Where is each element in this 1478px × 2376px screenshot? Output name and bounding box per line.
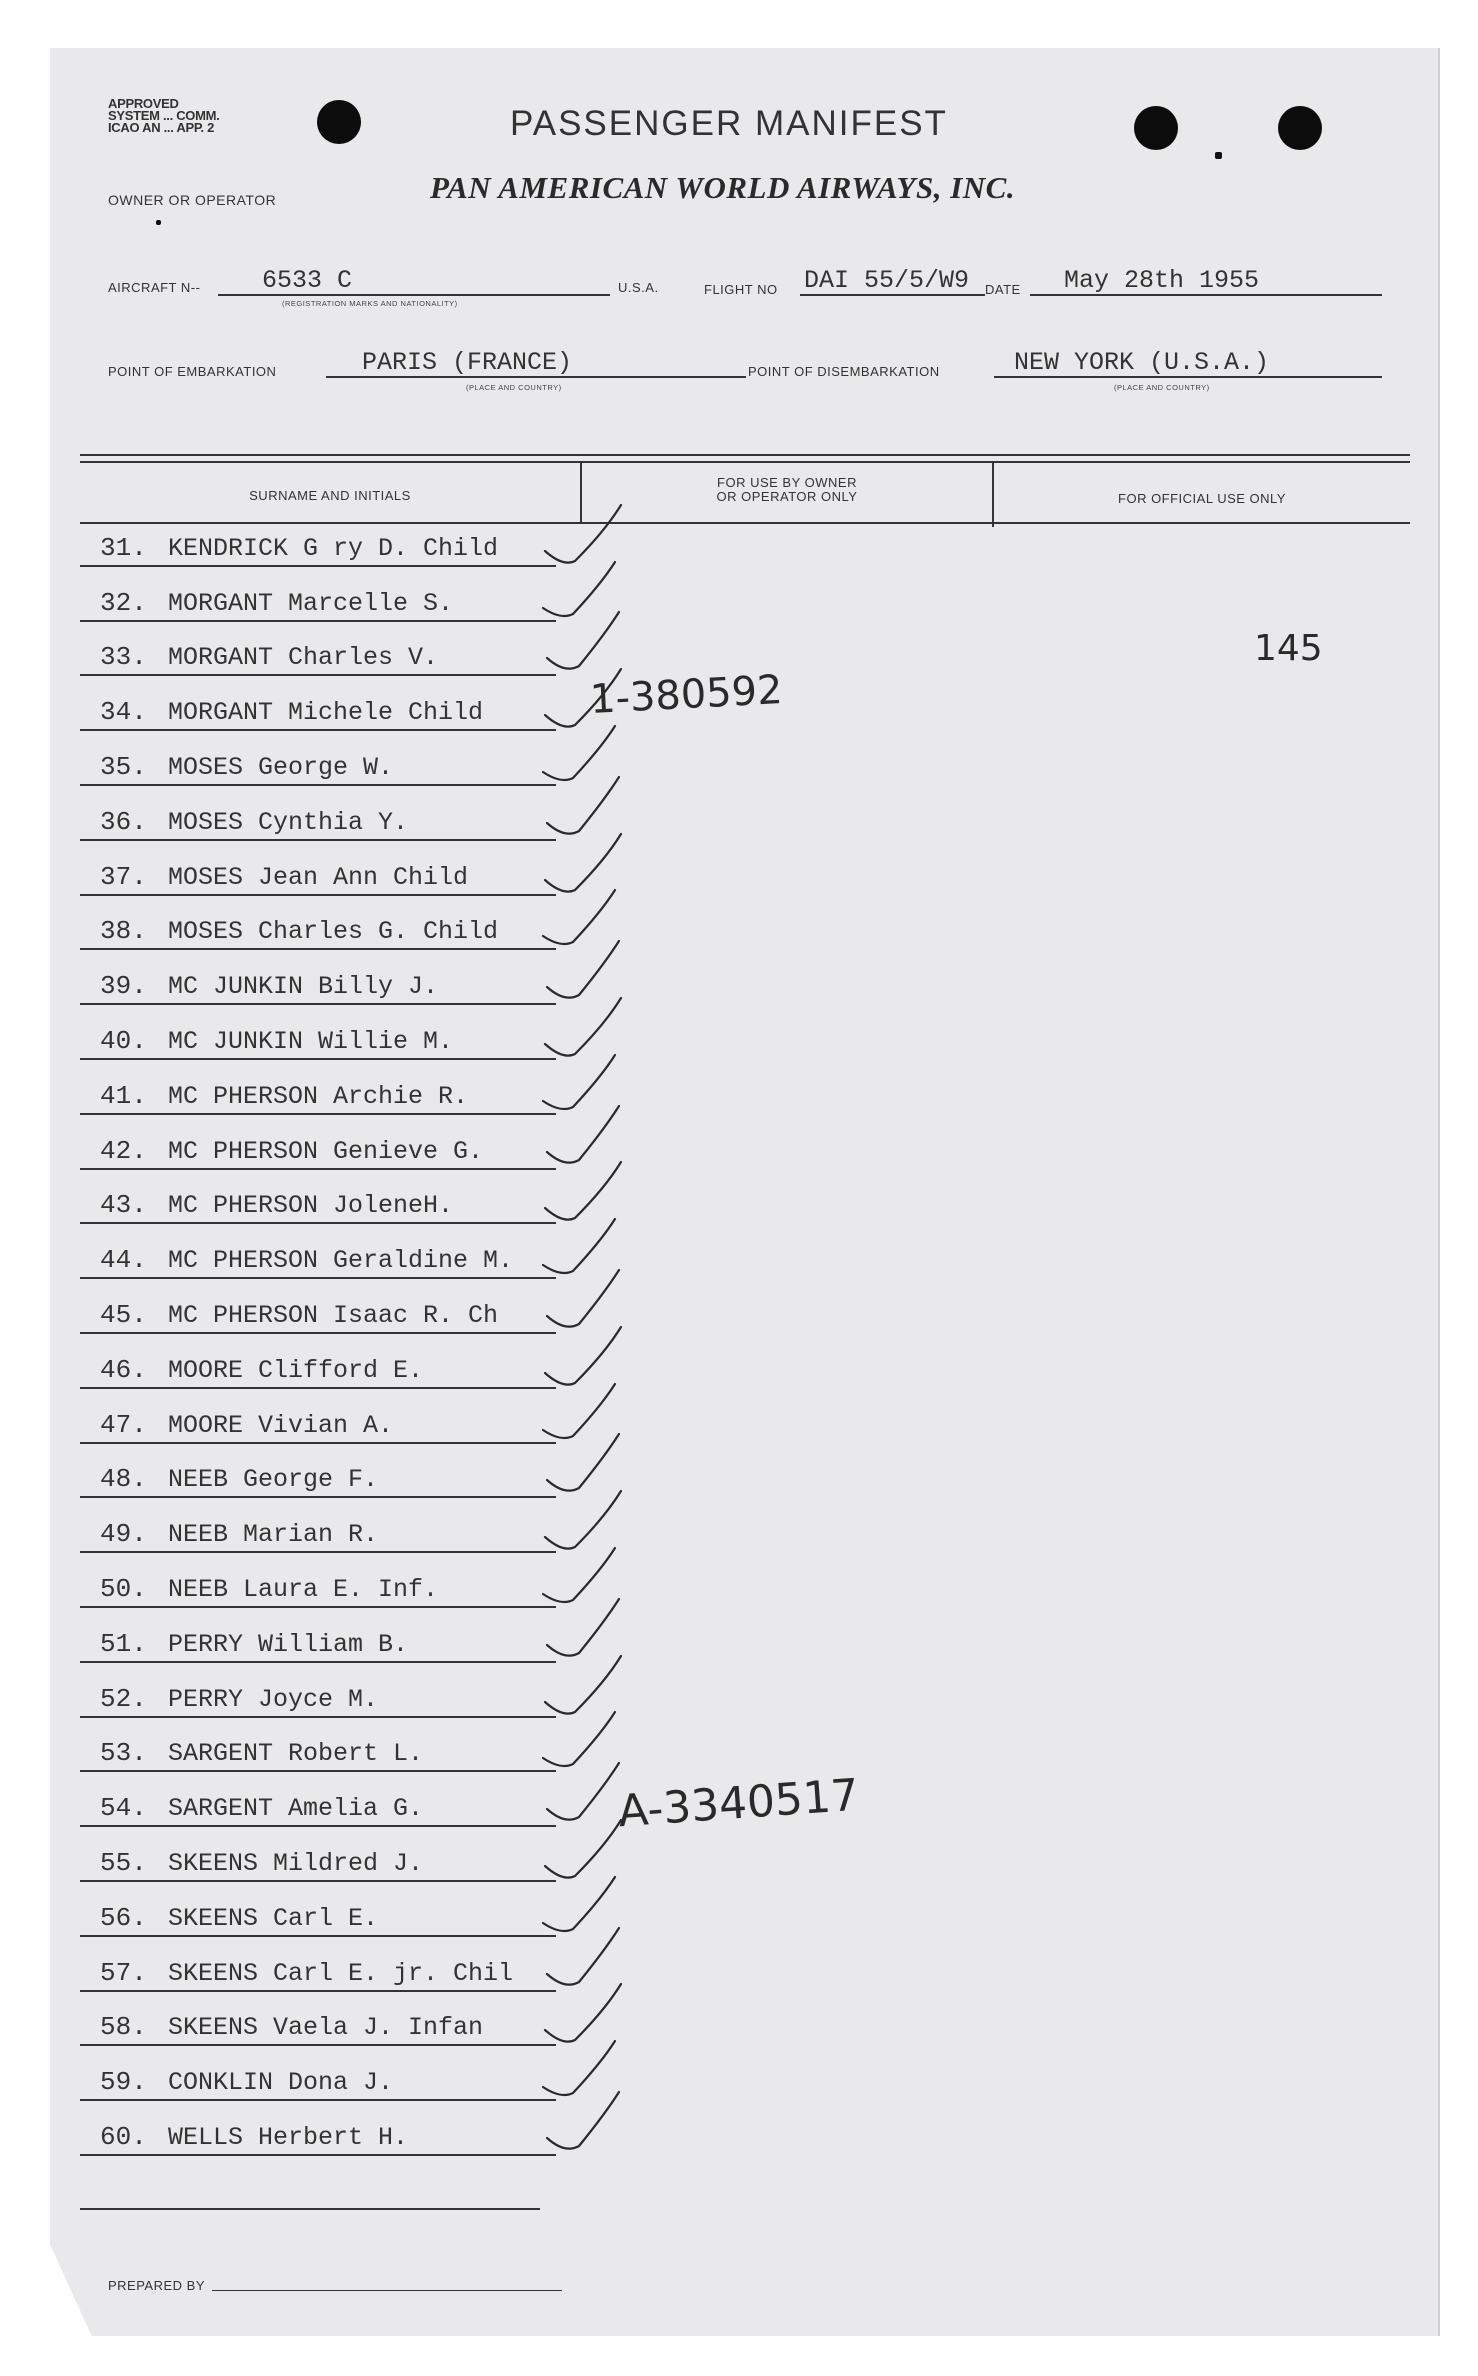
flight-underline <box>800 294 985 296</box>
disembarkation-label: POINT OF DISEMBARKATION <box>748 364 940 379</box>
row-underline <box>80 1990 556 1992</box>
approval-line: ICAO AN ... APP. 2 <box>108 120 215 135</box>
passenger-number: 36. <box>100 806 147 837</box>
official-column-header: FOR OFFICIAL USE ONLY <box>1118 491 1286 506</box>
checkmark-stroke <box>543 890 615 944</box>
flight-label: FLIGHT NO <box>704 282 778 297</box>
passenger-number: 48. <box>100 1464 147 1495</box>
passenger-name: SKEENS Mildred J. <box>168 1848 424 1878</box>
handwritten-note-row-54: A-3340517 <box>616 1769 861 1838</box>
row-underline <box>80 839 556 841</box>
passenger-number: 44. <box>100 1245 147 1276</box>
passenger-number: 35. <box>100 751 147 782</box>
row-underline <box>80 2099 556 2101</box>
checkmark-stroke <box>543 1712 615 1766</box>
checkmark-stroke <box>547 1599 619 1656</box>
row-underline <box>80 1661 556 1663</box>
passenger-number: 41. <box>100 1080 147 1111</box>
aircraft-underline <box>218 294 610 296</box>
embarkation-value: PARIS (FRANCE) <box>362 348 573 377</box>
passenger-row <box>80 2109 640 2164</box>
passenger-number: 32. <box>100 587 147 618</box>
surname-column-header: SURNAME AND INITIALS <box>249 488 411 503</box>
prepared-by-underline <box>212 2290 562 2291</box>
checkmark-stroke <box>543 1384 615 1438</box>
passenger-name: MC PHERSON Isaac R. Ch <box>168 1300 499 1330</box>
passenger-number: 49. <box>100 1519 147 1550</box>
header-rule-top <box>80 454 1410 456</box>
checkmark-stroke <box>543 1219 615 1273</box>
owner-column-header <box>582 476 992 504</box>
checkmark-stroke <box>547 941 619 998</box>
disembarkation-caption: (PLACE AND COUNTRY) <box>1114 383 1210 392</box>
passenger-name: SARGENT Amelia G. <box>168 1794 424 1824</box>
approval-stamp <box>108 98 219 134</box>
passenger-name: MOSES Jean Ann Child <box>168 862 469 892</box>
form-title: PASSENGER MANIFEST <box>510 104 948 143</box>
row-underline <box>80 2154 556 2156</box>
passenger-name: NEEB Laura E. Inf. <box>168 1574 439 1604</box>
date-label: DATE <box>985 282 1021 297</box>
flight-value: DAI 55/5/W9 <box>804 266 970 295</box>
row-underline <box>80 1716 556 1718</box>
page-number-annotation: 145 <box>1254 628 1323 669</box>
disembarkation-value: NEW YORK (U.S.A.) <box>1014 348 1270 377</box>
aircraft-value: 6533 C <box>262 266 353 295</box>
row-underline <box>80 1277 556 1279</box>
row-underline <box>80 1496 556 1498</box>
row-underline <box>80 1387 556 1389</box>
row-underline <box>80 729 556 731</box>
passenger-number: 58. <box>100 2012 147 2043</box>
owner-column-header-line1: FOR USE BY OWNER <box>717 475 857 490</box>
passenger-name: CONKLIN Dona J. <box>168 2068 394 2098</box>
passenger-number: 34. <box>100 697 147 728</box>
passenger-number: 31. <box>100 532 147 563</box>
checkmark-stroke <box>545 1820 621 1878</box>
row-underline <box>80 784 556 786</box>
header-rule-top-2 <box>80 461 1410 463</box>
disembarkation-underline <box>994 376 1382 378</box>
passenger-name: KENDRICK G ry D. Child <box>168 533 499 563</box>
row-underline <box>80 565 556 567</box>
row-underline <box>80 1935 556 1937</box>
passenger-name: SKEENS Vaela J. Infan <box>168 2013 484 2043</box>
row-underline <box>80 1551 556 1553</box>
row-underline <box>80 1003 556 1005</box>
checkmark-stroke <box>543 1877 615 1931</box>
passenger-name: MORGANT Michele Child <box>168 698 484 728</box>
punch-hole-right-1 <box>1134 106 1178 150</box>
checkmark-stroke <box>545 1162 621 1220</box>
usa-label: U.S.A. <box>618 280 659 295</box>
checkmark-stroke <box>543 1548 615 1602</box>
checkmark-stroke <box>545 998 621 1056</box>
row-underline <box>80 1880 556 1882</box>
operator-name: PAN AMERICAN WORLD AIRWAYS, INC. <box>430 170 1016 205</box>
passenger-name: WELLS Herbert H. <box>168 2122 409 2152</box>
passenger-number: 43. <box>100 1190 147 1221</box>
checkmark-stroke <box>543 1055 615 1109</box>
checkmark-stroke <box>545 1656 621 1714</box>
row-underline <box>80 1606 556 1608</box>
row-underline <box>80 1332 556 1334</box>
approval-line: APPROVED <box>108 96 179 111</box>
date-underline <box>1030 294 1382 296</box>
checkmark-stroke <box>543 2041 615 2095</box>
row-underline <box>80 1442 556 1444</box>
passenger-name: MC PHERSON Archie R. <box>168 1081 469 1111</box>
aircraft-label: AIRCRAFT N-- <box>108 280 201 295</box>
row-underline <box>80 1113 556 1115</box>
date-value: May 28th 1955 <box>1064 266 1260 295</box>
passenger-number: 37. <box>100 861 147 892</box>
handwritten-note-row-34: 1-380592 <box>588 666 784 724</box>
passenger-number: 54. <box>100 1793 147 1824</box>
passenger-name: MOORE Clifford E. <box>168 1355 424 1385</box>
row-underline <box>80 1168 556 1170</box>
checkmark-stroke <box>545 834 621 892</box>
passenger-number: 45. <box>100 1299 147 1330</box>
passenger-name: PERRY Joyce M. <box>168 1684 379 1714</box>
checkmark-stroke <box>547 777 619 834</box>
registration-caption: (REGISTRATION MARKS AND NATIONALITY) <box>282 299 458 308</box>
checkmark-stroke <box>543 726 615 780</box>
row-underline <box>80 1222 556 1224</box>
checkmark-stroke <box>547 1928 619 1985</box>
passenger-number: 42. <box>100 1135 147 1166</box>
passenger-name: MOSES Charles G. Child <box>168 917 499 947</box>
passenger-number: 39. <box>100 971 147 1002</box>
passenger-number: 46. <box>100 1354 147 1385</box>
passenger-number: 47. <box>100 1409 147 1440</box>
passenger-number: 60. <box>100 2121 147 2152</box>
checkmark-icon <box>535 2090 625 2160</box>
checkmark-stroke <box>545 1327 621 1385</box>
passenger-name: SKEENS Carl E. jr. Chil <box>168 1958 514 1988</box>
prepared-by-label: PREPARED BY <box>108 2278 206 2293</box>
row-underline <box>80 1825 556 1827</box>
row-underline <box>80 894 556 896</box>
ink-speck <box>1215 152 1222 159</box>
passenger-name: MOSES Cynthia Y. <box>168 807 409 837</box>
passenger-number: 57. <box>100 1957 147 1988</box>
passenger-name: MC PHERSON Genieve G. <box>168 1136 484 1166</box>
passenger-number: 33. <box>100 642 147 673</box>
passenger-name: NEEB George F. <box>168 1465 379 1495</box>
row-underline <box>80 620 556 622</box>
row-underline <box>80 674 556 676</box>
owner-column-header-line2: OR OPERATOR ONLY <box>716 489 858 504</box>
passenger-name: MC PHERSON Geraldine M. <box>168 1246 514 1276</box>
owner-label: OWNER OR OPERATOR <box>108 192 277 208</box>
row-underline <box>80 1770 556 1772</box>
passenger-number: 53. <box>100 1738 147 1769</box>
row-underline <box>80 948 556 950</box>
checkmark-stroke <box>545 505 621 563</box>
passenger-name: SKEENS Carl E. <box>168 1903 379 1933</box>
passenger-name: MC JUNKIN Willie M. <box>168 1026 454 1056</box>
embarkation-underline <box>326 376 746 378</box>
checkmark-stroke <box>545 1491 621 1549</box>
punch-hole-left <box>317 100 361 144</box>
passenger-name: SARGENT Robert L. <box>168 1739 424 1769</box>
passenger-name: MOSES George W. <box>168 752 394 782</box>
footer-rule <box>80 2208 540 2210</box>
passenger-number: 52. <box>100 1683 147 1714</box>
checkmark-stroke <box>547 1106 619 1163</box>
passenger-number: 51. <box>100 1628 147 1659</box>
embarkation-label: POINT OF EMBARKATION <box>108 364 277 379</box>
passenger-number: 50. <box>100 1573 147 1604</box>
approval-line: SYSTEM ... COMM. <box>108 108 220 123</box>
passenger-list <box>80 520 640 2164</box>
checkmark-stroke <box>547 1270 619 1327</box>
embarkation-caption: (PLACE AND COUNTRY) <box>466 383 562 392</box>
passenger-name: NEEB Marian R. <box>168 1520 379 1550</box>
checkmark-stroke <box>545 1984 621 2042</box>
checkmark-stroke <box>547 1763 619 1820</box>
passenger-number: 40. <box>100 1025 147 1056</box>
checkmark-stroke <box>547 2092 619 2149</box>
checkmark-stroke <box>547 1434 619 1491</box>
passenger-number: 56. <box>100 1902 147 1933</box>
row-underline <box>80 1058 556 1060</box>
passenger-name: PERRY William B. <box>168 1629 409 1659</box>
passenger-name: MORGANT Charles V. <box>168 643 439 673</box>
passenger-number: 59. <box>100 2067 147 2098</box>
checkmark-stroke <box>543 562 615 616</box>
passenger-name: MC JUNKIN Billy J. <box>168 972 439 1002</box>
ink-speck <box>156 220 161 225</box>
passenger-number: 55. <box>100 1847 147 1878</box>
checkmark-stroke <box>547 612 619 669</box>
passenger-name: MORGANT Marcelle S. <box>168 588 454 618</box>
passenger-number: 38. <box>100 916 147 947</box>
passenger-name: MC PHERSON JoleneH. <box>168 1191 454 1221</box>
passenger-name: MOORE Vivian A. <box>168 1410 394 1440</box>
punch-hole-right-2 <box>1278 106 1322 150</box>
row-underline <box>80 2044 556 2046</box>
